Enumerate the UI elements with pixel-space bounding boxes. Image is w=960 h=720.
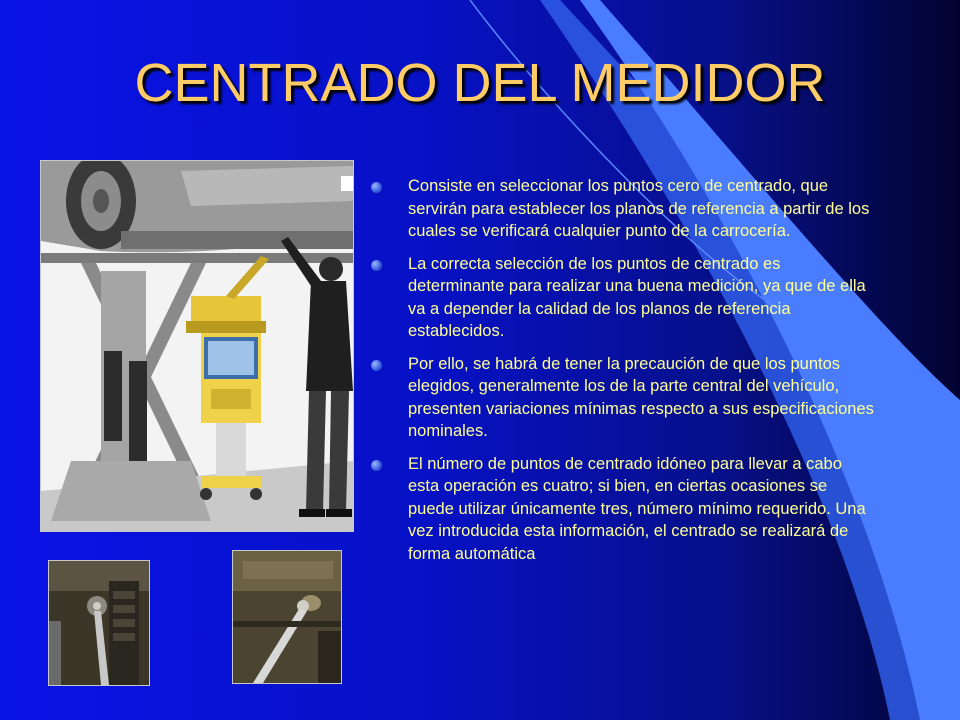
bullet-item xyxy=(370,453,875,566)
bullet-text: Por ello, se habrá de tener la precaución de que los puntos elegidos, generalmente los de la parte central del vehículo, presenten variaciones mínimas respecto a sus especificaciones nominales. xyxy=(408,354,874,440)
bullet-item xyxy=(370,353,875,443)
bullet-text: Consiste en seleccionar los puntos cero de centrado, que servirán para establecer los planos de referencia a partir de los cuales se verificará cualquier punto de la carrocería. xyxy=(408,177,870,240)
bullet-text: El número de puntos de centrado idóneo para llevar a cabo esta operación es cuatro; si bien, en ciertas ocasiones se puede utilizar únicamente tres, número mínimo requerido. Una vez introducida esta información, el centrado se realizará de forma automática xyxy=(408,454,866,563)
photo-centering-point-2 xyxy=(232,550,342,684)
measuring-equipment-illustration xyxy=(41,161,353,531)
photo-centering-point-1 xyxy=(48,560,150,686)
bullet-icon xyxy=(371,260,382,271)
bullet-item xyxy=(370,175,875,243)
bullet-icon xyxy=(371,182,382,193)
slide-title: CENTRADO DEL MEDIDOR xyxy=(134,53,826,113)
centering-point-illustration-2 xyxy=(233,551,341,683)
photo-measuring-equipment xyxy=(40,160,354,532)
bullet-icon xyxy=(371,360,382,371)
bullet-item xyxy=(370,253,875,343)
bullet-text: La correcta selección de los puntos de centrado es determinante para realizar una buena medición, ya que de ella va a depender la calidad de los planos de referencia establecidos. xyxy=(408,254,866,340)
centering-point-illustration-1 xyxy=(49,561,149,685)
bullet-list xyxy=(370,175,875,575)
bullet-icon xyxy=(371,460,382,471)
